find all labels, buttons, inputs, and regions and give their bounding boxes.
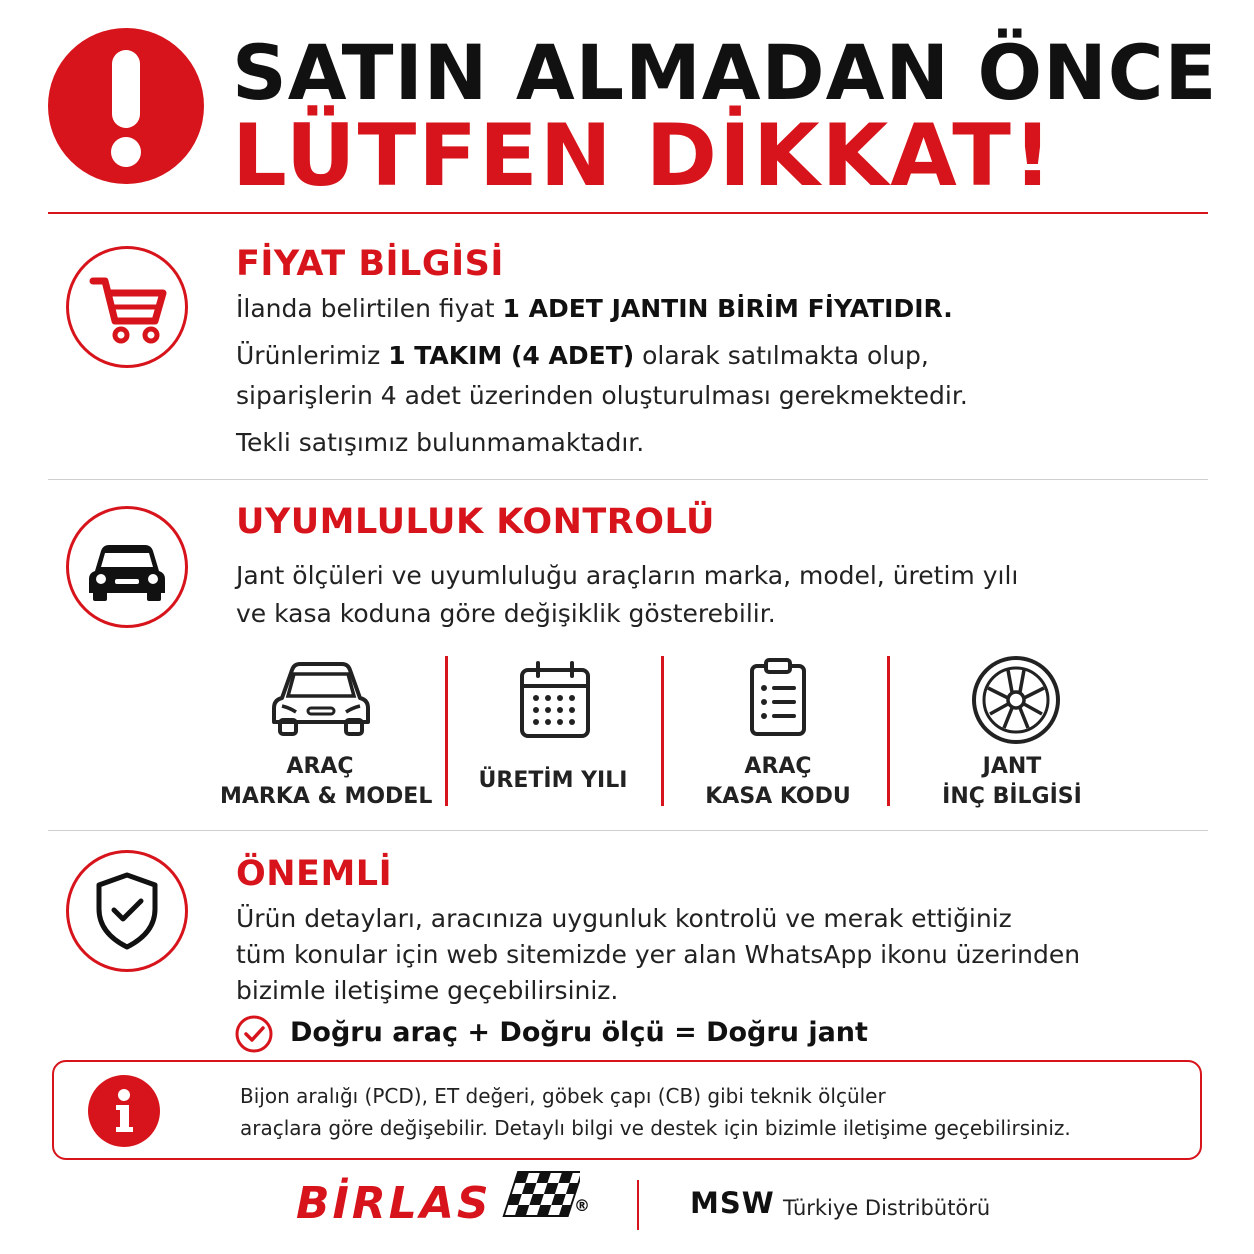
car-icon [69, 509, 185, 625]
criteria-label-chassis: ARAÇ KASA KODU [705, 754, 851, 809]
important-section-title: ÖNEMLİ [236, 854, 393, 894]
checkered-flag-icon [496, 1166, 580, 1228]
page-title-line2: LÜTFEN DİKKAT! [232, 106, 1055, 206]
brand-logo [296, 1178, 492, 1229]
criteria-label-rim-inch: JANT İNÇ BİLGİSİ [942, 754, 1082, 809]
slogan-text: Doğru araç + Doğru ölçü = Doğru jant [290, 1017, 868, 1048]
important-line1: Ürün detayları, aracınıza uygunluk kontrolü ve merak ettiğiniz [236, 904, 1012, 933]
section-divider [48, 830, 1208, 831]
info-icon [88, 1075, 160, 1147]
price-section-title: FİYAT BİLGİSİ [236, 244, 504, 284]
info-line2: araçlara göre değişebilir. Detaylı bilgi ve destek için bizimle iletişime geçebilirsiniz. [240, 1116, 1071, 1140]
price-line1: İlanda belirtilen fiyat 1 ADET JANTIN BİRİM FİYATIDIR. [236, 294, 953, 323]
shopping-cart-icon [69, 249, 185, 365]
section-divider [48, 479, 1208, 480]
wheel-rim-icon [970, 654, 1062, 746]
footer-divider [637, 1180, 639, 1230]
clipboard-list-icon [748, 658, 808, 738]
shield-icon-ring [66, 850, 188, 972]
criteria-divider [445, 656, 448, 806]
brand-logo-text: BİRLAS [296, 1178, 492, 1229]
header-divider [48, 212, 1208, 214]
partner-logo-text: MSW [690, 1186, 775, 1220]
car-front-icon [268, 656, 374, 740]
important-line3: bizimle iletişime geçebilirsiniz. [236, 976, 619, 1005]
car-icon-ring [66, 506, 188, 628]
compat-line2: ve kasa koduna göre değişiklik gösterebilir. [236, 599, 776, 628]
shield-check-icon [69, 853, 185, 969]
exclamation-icon [48, 28, 204, 184]
info-line1: Bijon aralığı (PCD), ET değeri, göbek çapı (CB) gibi teknik ölçüler [240, 1084, 886, 1108]
compat-section-title: UYUMLULUK KONTROLÜ [236, 502, 715, 542]
page-title-line1: SATIN ALMADAN ÖNCE [232, 28, 1218, 117]
criteria-divider [661, 656, 664, 806]
price-line3: siparişlerin 4 adet üzerinden oluşturulması gerekmektedir. [236, 381, 968, 410]
price-line2: Ürünlerimiz 1 TAKIM (4 ADET) olarak satılmakta olup, [236, 341, 929, 370]
registered-mark: ® [574, 1196, 590, 1215]
partner-description: Türkiye Distribütörü [783, 1196, 991, 1220]
price-line4: Tekli satışımız bulunmamaktadır. [236, 428, 645, 457]
calendar-icon [518, 660, 592, 740]
check-circle-icon [234, 1014, 274, 1054]
cart-icon-ring [66, 246, 188, 368]
criteria-label-year: ÜRETİM YILI [478, 768, 628, 793]
criteria-label-make-model: ARAÇ MARKA & MODEL [220, 754, 433, 809]
compat-line1: Jant ölçüleri ve uyumluluğu araçların marka, model, üretim yılı [236, 561, 1019, 590]
important-line2: tüm konular için web sitemizde yer alan WhatsApp ikonu üzerinden [236, 940, 1081, 969]
criteria-divider [887, 656, 890, 806]
